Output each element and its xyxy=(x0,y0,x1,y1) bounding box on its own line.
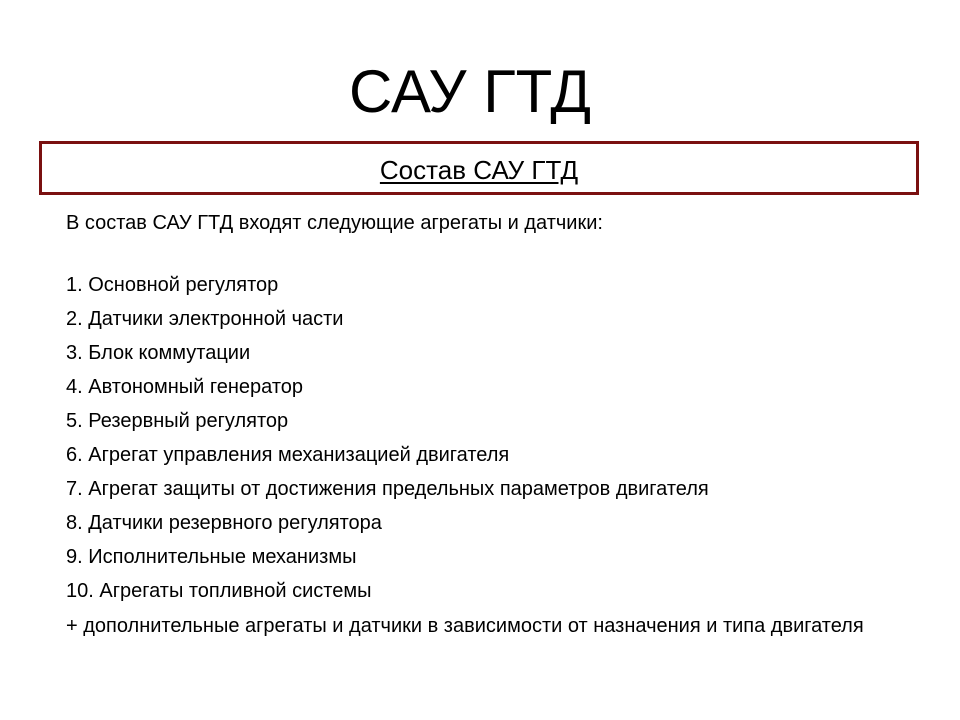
list-item: 2. Датчики электронной части xyxy=(66,308,344,330)
component-list xyxy=(66,270,709,610)
subtitle-frame xyxy=(39,141,919,195)
list-item: 7. Агрегат защиты от достижения предельных параметров двигателя xyxy=(66,478,709,500)
list-item: 4. Автономный генератор xyxy=(66,376,304,398)
subtitle-text: Состав САУ ГТД xyxy=(379,155,579,185)
list-item: 6. Агрегат управления механизацией двигателя xyxy=(66,444,510,466)
list-item: 1. Основной регулятор xyxy=(66,274,279,296)
list-item: 8. Датчики резервного регулятора xyxy=(66,512,382,534)
list-item: 10. Агрегаты топливной системы xyxy=(66,580,372,602)
additional-note: + дополнительные агрегаты и датчики в зависимости от назначения и типа двигателя xyxy=(66,615,864,637)
slide-title: САУ ГТД xyxy=(349,58,591,125)
intro-text: В состав САУ ГТД входят следующие агрегаты и датчики: xyxy=(66,212,603,234)
list-item: 5. Резервный регулятор xyxy=(66,410,289,432)
list-item: 3. Блок коммутации xyxy=(66,342,251,364)
list-item: 9. Исполнительные механизмы xyxy=(66,546,357,568)
